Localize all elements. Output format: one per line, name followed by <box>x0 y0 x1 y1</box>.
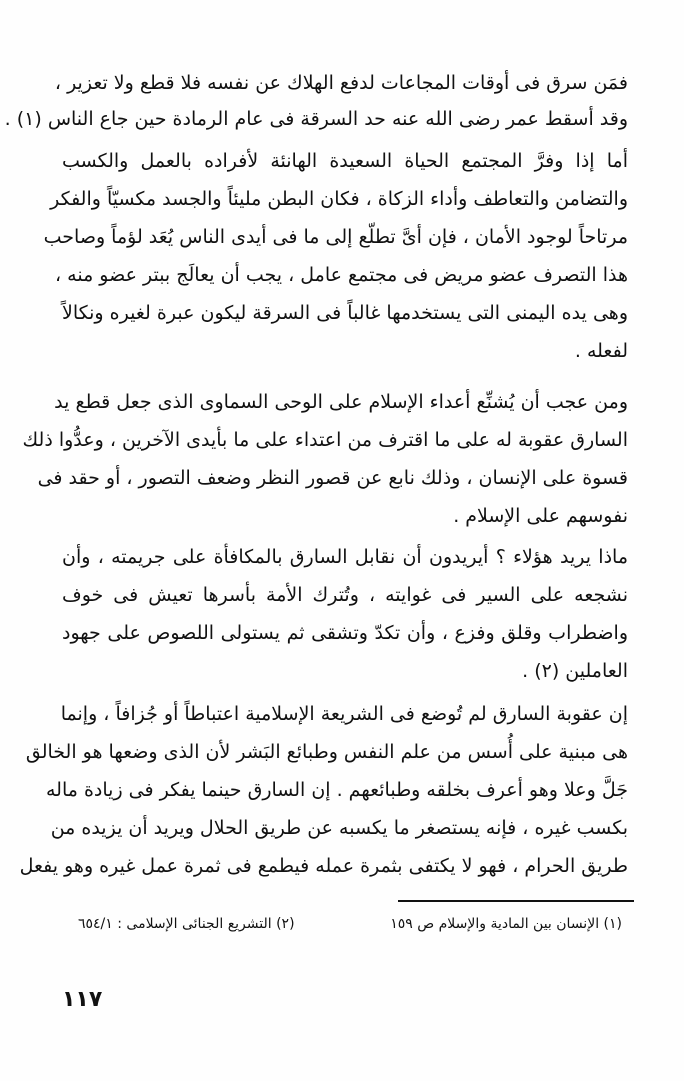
paragraph-3 <box>22 385 628 535</box>
paragraph-line: بكسب غيره ، فإنه يستصغر ما يكسبه عن طريق الحلال ويريد أن يزيده من <box>50 817 628 839</box>
paragraph-line: لفعله . <box>574 340 628 362</box>
paragraph-line: ومن عجب أن يُشنِّع أعداء الإسلام على الوحى السماوى الذى جعل قطع يد <box>54 391 628 413</box>
paragraph-line: وهى يده اليمنى التى يستخدمها غالباً فى السرقة ليكون عبرة لغيره ونكالاً <box>62 302 628 324</box>
paragraph-line: نفوسهم على الإسلام . <box>453 505 628 527</box>
paragraph-line: قسوة على الإنسان ، وذلك نابع عن قصور النظر وضعف التصور ، أو حقد فى <box>37 467 628 489</box>
paragraph-line: ماذا يريد هؤلاء ؟ أيريدون أن نقابل السارق بالمكافأة على جريمته ، وأن <box>62 546 628 568</box>
paragraph-line: وقد أسقط عمر رضى الله عنه حد السرقة فى عام الرمادة حين جاع الناس (١) . <box>4 108 628 130</box>
paragraph-line: والتضامن والتعاطف وأداء الزكاة ، فكان البطن مليئاً والجسد مكسيّاً والفكر <box>50 188 628 210</box>
page-number: ١١٧ <box>62 987 103 1012</box>
paragraph-line: واضطراب وقلق وفزع ، وأن تكدّ وتشقى ثم يستولى اللصوص على جهود <box>62 622 628 644</box>
paragraph-line: هذا التصرف عضو مريض فى مجتمع عامل ، يجب أن يعالَج ببتر عضو منه ، <box>55 264 628 286</box>
paragraph-line: أما إذا وفرَّ المجتمع الحياة السعيدة الهانئة لأفراده بالعمل والكسب <box>62 150 628 172</box>
footnote-2: (٢) التشريع الجنائى الإسلامى : ٦٥٤/١ <box>78 916 295 932</box>
paragraph-line: إن عقوبة السارق لم تُوضع فى الشريعة الإسلامية اعتباطاً أو جُزافاً ، وإنما <box>60 703 628 725</box>
paragraph-line: نشجعه على السير فى غوايته ، وتُترك الأمة بأسرها تعيش فى خوف <box>62 584 628 606</box>
paragraph-line: جَلَّ وعلا وهو أعرف بخلقه وطبائعهم . إن السارق حينما يفكر فى زيادة ماله <box>45 779 628 801</box>
paragraph-line: العاملين (٢) . <box>522 660 628 682</box>
paragraph-line: مرتاحاً لوجود الأمان ، فإن أىَّ تطلّع إلى ما فى أيدى الناس يُعَد لؤماً وصاحب <box>43 226 628 248</box>
paragraph-line: طريق الحرام ، فهو لا يكتفى بثمرة عمله فيطمع فى ثمرة عمل غيره وهو يفعل <box>19 855 628 877</box>
footnote-1: (١) الإنسان بين المادية والإسلام ص ١٥٩ <box>390 916 622 932</box>
paragraph-line: فمَن سرق فى أوقات المجاعات لدفع الهلاك عن نفسه فلا قطع ولا تعزير ، <box>54 72 628 94</box>
paragraph-1 <box>4 66 628 136</box>
paragraph-2 <box>43 144 628 374</box>
paragraph-line: هى مبنية على أُسس من علم النفس وطبائع البَشر لأن الذى وضعها هو الخالق <box>25 741 628 763</box>
paragraph-4 <box>62 540 628 690</box>
paragraph-line: السارق عقوبة له على ما اقترف من اعتداء على ما بأيدى الآخرين ، وعدُّوا ذلك <box>22 429 628 451</box>
paragraph-5 <box>19 697 628 887</box>
footnote-divider <box>398 900 634 902</box>
